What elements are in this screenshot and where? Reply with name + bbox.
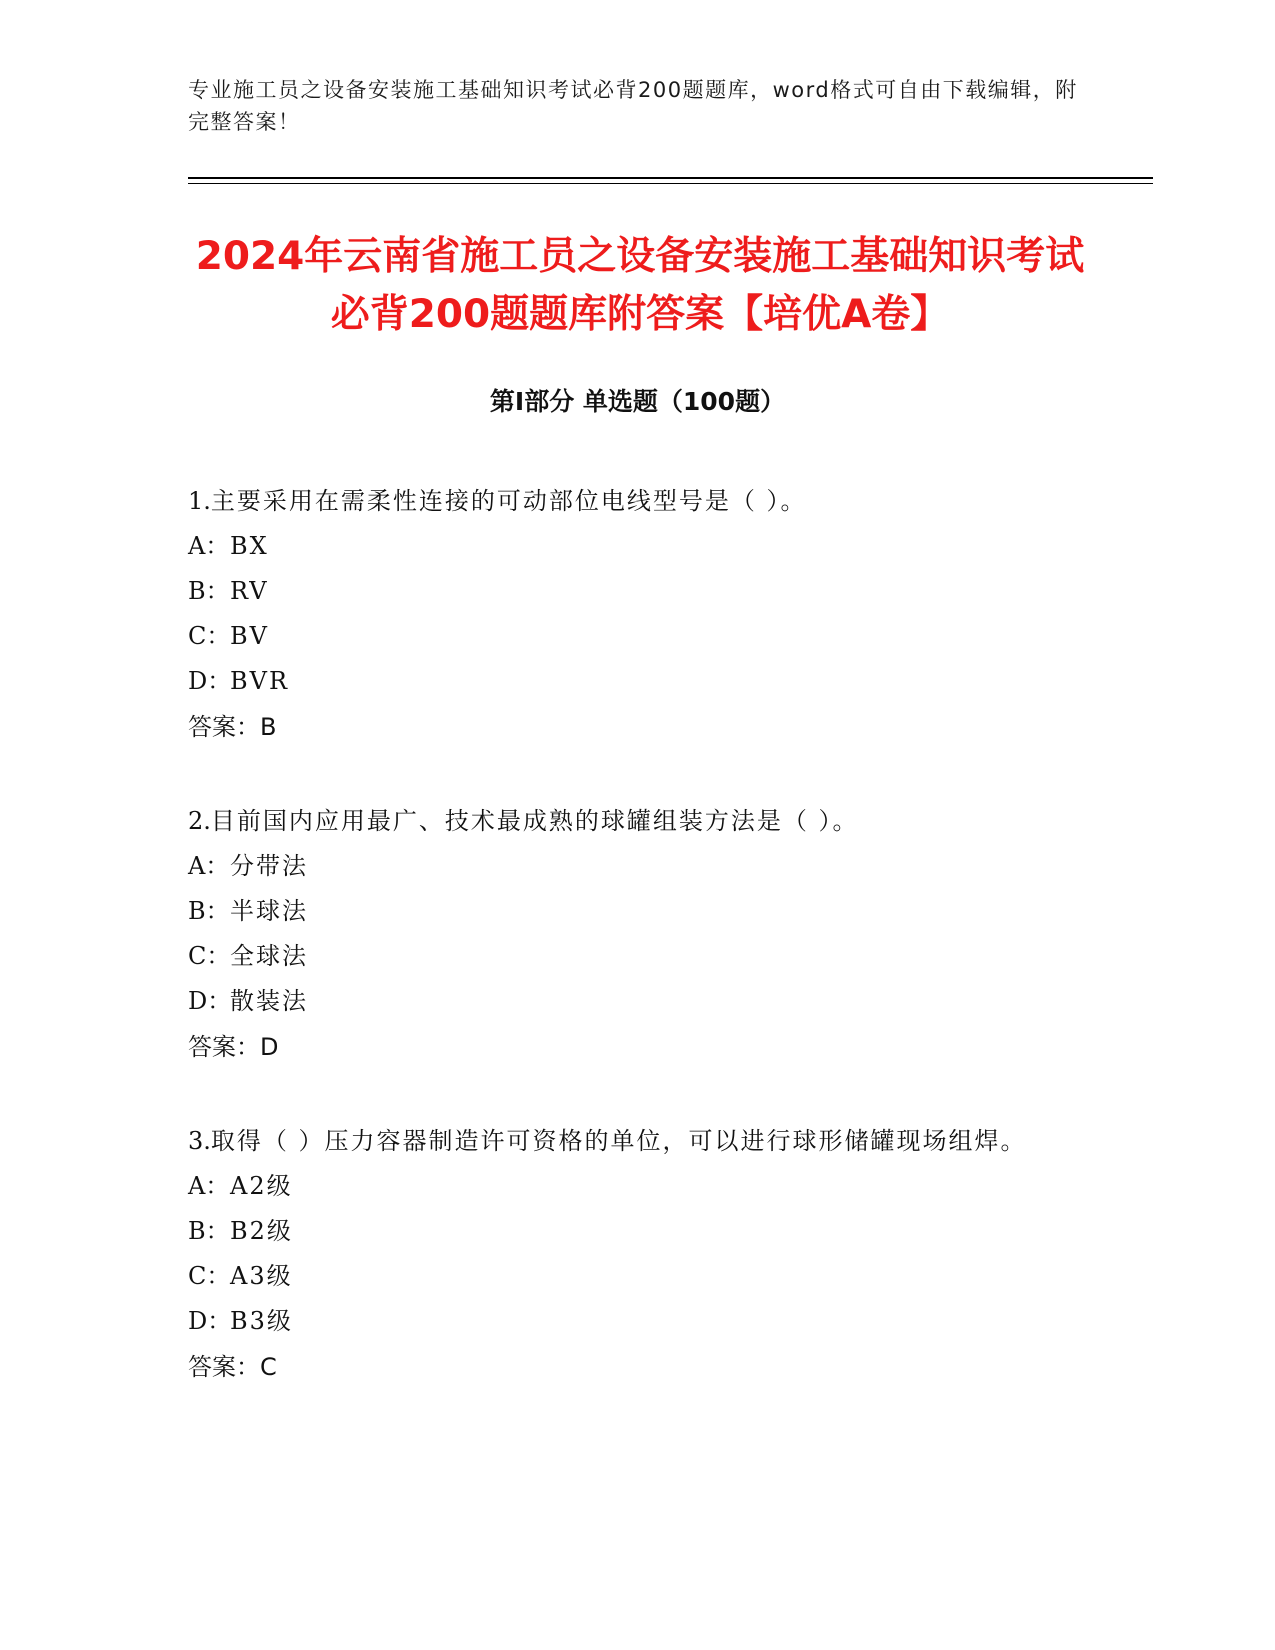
option-a — [188, 844, 1088, 889]
question-stem — [188, 478, 1088, 524]
question-1 — [188, 478, 1088, 750]
header-rule-thin — [188, 183, 1153, 184]
option-text: BVR — [230, 667, 290, 695]
option-b — [188, 1209, 1088, 1254]
answer-line: 答案：D — [188, 1033, 279, 1061]
answer-line: 答案：B — [188, 713, 277, 741]
header-note: 专业施工员之设备安装施工基础知识考试必背200题题库，word格式可自由下载编辑，附完整答案！ — [188, 78, 1078, 134]
question-number: 3. — [188, 1127, 211, 1155]
option-text: A3级 — [230, 1262, 293, 1290]
header-rule-thick — [188, 177, 1153, 179]
question-list — [188, 478, 1088, 1438]
question-number: 1. — [188, 487, 211, 515]
question-number: 2. — [188, 807, 211, 835]
option-key: A： — [188, 1172, 230, 1200]
question-text: 目前国内应用最广、技术最成熟的球罐组装方法是（ ）。 — [210, 807, 859, 835]
option-a — [188, 1164, 1088, 1209]
option-key: D： — [188, 987, 232, 1015]
option-text: B2级 — [230, 1217, 293, 1245]
option-text: 散装法 — [230, 987, 308, 1015]
option-key: B： — [188, 577, 230, 605]
option-b — [188, 569, 1088, 614]
option-key: D： — [188, 1307, 232, 1335]
option-d — [188, 659, 1088, 704]
option-text: 分带法 — [230, 852, 308, 880]
option-text: BV — [230, 622, 269, 650]
option-key: C： — [188, 1262, 231, 1290]
document-title: 2024年云南省施工员之设备安装施工基础知识考试必背200题题库附答案【培优A卷】 — [195, 234, 1085, 337]
question-3 — [188, 1118, 1088, 1390]
option-key: A： — [188, 532, 230, 560]
option-text: BX — [230, 532, 269, 560]
option-c — [188, 1254, 1088, 1299]
option-key: B： — [188, 1217, 230, 1245]
option-text: 半球法 — [230, 897, 308, 925]
question-2 — [188, 798, 1088, 1070]
question-text: 取得（ ）压力容器制造许可资格的单位，可以进行球形储罐现场组焊。 — [210, 1127, 1027, 1155]
option-key: A： — [188, 852, 230, 880]
question-stem — [188, 798, 1088, 844]
option-key: B： — [188, 897, 230, 925]
option-text: A2级 — [230, 1172, 293, 1200]
option-d — [188, 1299, 1088, 1344]
option-text: 全球法 — [230, 942, 308, 970]
section-heading: 第Ⅰ部分 单选题（100题） — [489, 387, 786, 416]
question-stem — [188, 1118, 1088, 1164]
option-b — [188, 889, 1088, 934]
option-d — [188, 979, 1088, 1024]
option-text: B3级 — [230, 1307, 293, 1335]
option-key: C： — [188, 942, 231, 970]
option-c — [188, 614, 1088, 659]
question-text: 主要采用在需柔性连接的可动部位电线型号是（ ）。 — [210, 487, 807, 515]
option-c — [188, 934, 1088, 979]
option-key: D： — [188, 667, 232, 695]
option-a — [188, 524, 1088, 569]
answer-line: 答案：C — [188, 1353, 277, 1381]
option-text: RV — [230, 577, 269, 605]
option-key: C： — [188, 622, 231, 650]
